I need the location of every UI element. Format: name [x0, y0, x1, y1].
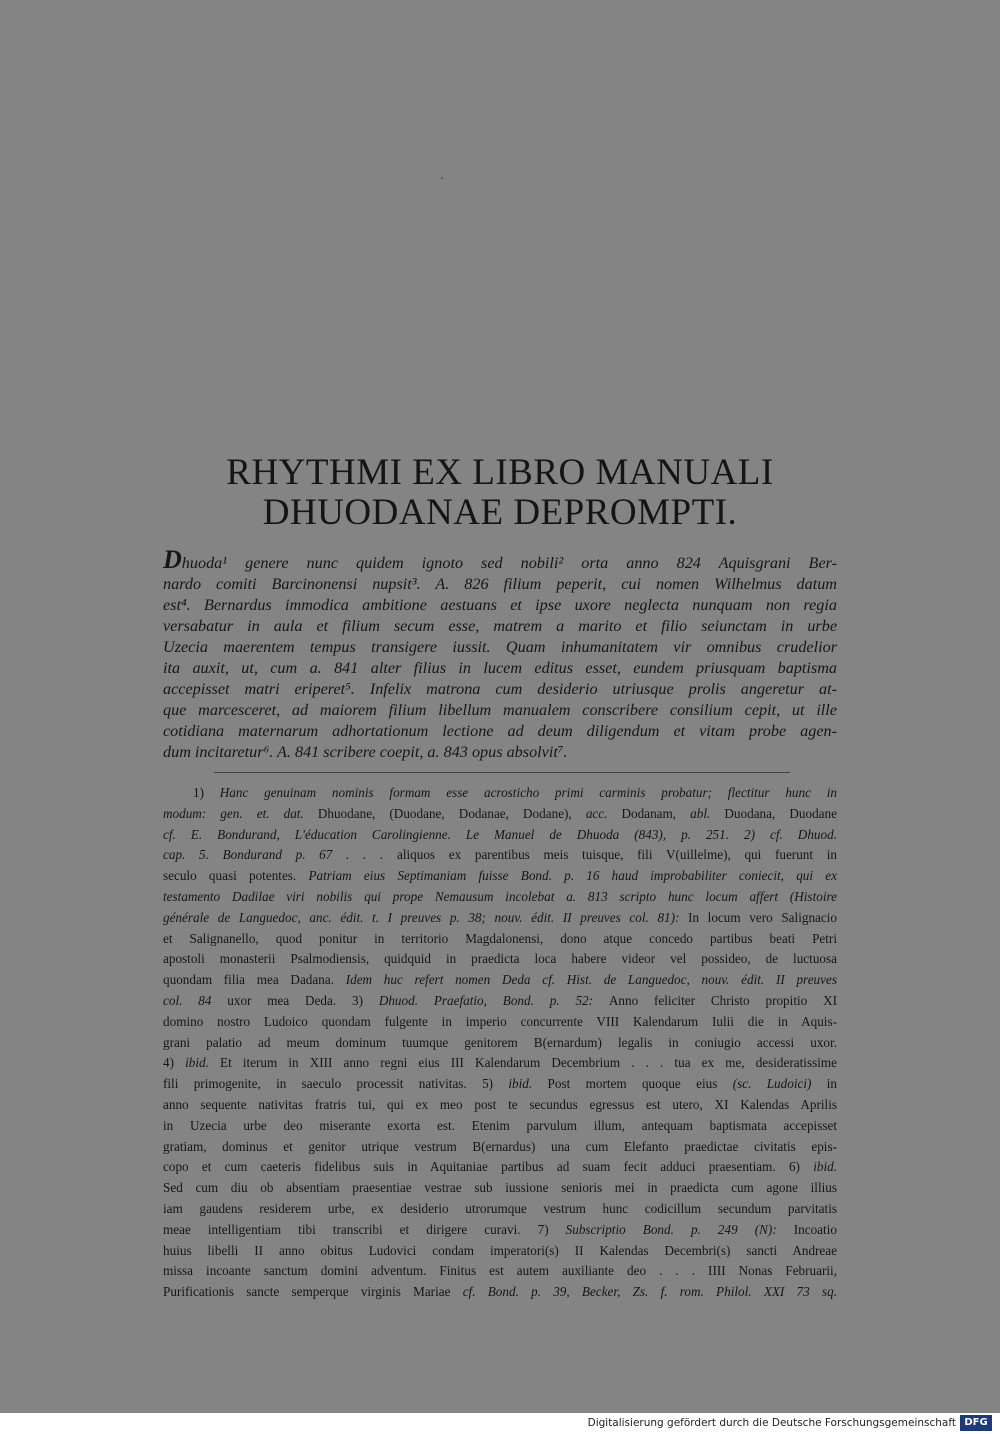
footnote-line [163, 929, 837, 950]
intro-line-text: ita auxit, ut, cum a. 841 alter filius in lucem editus esset, eundem priusquam baptisma [163, 659, 837, 677]
intro-line [163, 742, 837, 763]
intro-line [163, 679, 837, 700]
footnote-segment: Dhuod. Praefatio, Bond. p. 52: [378, 992, 609, 1008]
intro-line [163, 637, 837, 658]
intro-line-text: huoda¹ genere nunc quidem ignoto sed nobili² orta anno 824 Aquisgrani Ber- [181, 554, 837, 572]
footnote-line [163, 825, 837, 846]
intro-line-text: versabatur in aula et filium secum esse, matrem a marito et filio seiunctam in urbe [163, 617, 837, 635]
footnote-line [163, 1116, 837, 1137]
footnote-segment: Patriam eius Septimaniam fuisse Bond. p. 16 haud improbabiliter coniecit, qui ex [308, 868, 837, 884]
footnote-line [163, 783, 837, 804]
intro-line [163, 700, 837, 721]
intro-line-text: dum incitaretur⁶. A. 841 scribere coepit, a. 843 opus absolvit⁷. [163, 743, 568, 761]
footnotes [163, 783, 837, 1303]
footnote-line [163, 1157, 837, 1178]
intro-line-text: cotidiana maternarum adhortationum lectione ad deum diligendum et vitam probe agen- [163, 722, 837, 740]
footnote-segment: aliquos ex parentibus meis tuisque, fili V(uillelme), qui fuerunt in [396, 847, 837, 863]
intro-line-text: est⁴. Bernardus immodica ambitione aestuans et ipse uxore neglecta nunquam non regia [163, 596, 837, 614]
footnote-segment: Idem huc refert nomen Deda cf. Hist. de Languedoc, nouv. édit. II preuves [345, 972, 837, 988]
footnote-segment: uxor mea Deda. 3) [227, 992, 379, 1008]
intro-line-text: Uzecia maerentem tempus transigere iussit. Quam inhumanitatem vir omnibus crudelior [163, 638, 837, 656]
footnote-line [163, 845, 837, 866]
footnote-segment: copo et cum caeteris fidelibus suis in Aquitaniae partibus ad suam fecit adduci praesentiam. 6) [163, 1159, 814, 1175]
footnote-segment: domino nostro Ludoico quondam fulgente in imperio concurrente VIII Kalendarum Iulii die in Aquis- [163, 1013, 837, 1029]
footnote-line [163, 991, 837, 1012]
intro-line-text: nardo comiti Barcinonensi nupsit³. A. 826 filium peperit, cui nomen Wilhelmus datum [163, 575, 837, 593]
footnote-segment: Incoatio [793, 1221, 837, 1237]
intro-line [163, 616, 837, 637]
footnote-segment: in [826, 1076, 838, 1092]
footnote-segment: cf. Bond. p. 39, Becker, Zs. f. rom. Philol. XXI 73 sq. [462, 1284, 837, 1300]
footnote-segment: Dhuodane, (Duodane, Dodanae, Dodane), [317, 805, 586, 821]
footnote-segment: quondam filia mea Dadana. [163, 972, 346, 988]
footnote-segment: seculo quasi potentes. [163, 868, 309, 884]
intro-line [163, 547, 837, 574]
footnote-line [163, 1199, 837, 1220]
footnote-segment: générale de Languedoc, anc. édit. t. I preuves p. 38; nouv. édit. II preuves col. 81): [163, 909, 689, 925]
footnote-line [163, 1137, 837, 1158]
intro-line [163, 574, 837, 595]
footnote-line [163, 887, 837, 908]
footnote-line [163, 1241, 837, 1262]
footnote-segment: 1) [193, 785, 220, 800]
footnote-segment: Duodana, Duodane [724, 805, 837, 821]
footnote-line [163, 866, 837, 887]
footnote-segment: testamento Dadilae viri nobilis qui prope Nemausum incolebat a. 813 scripto hunc locum affert (Histoire [163, 888, 837, 904]
footnote-segment: apostoli monasterii Psalmodiensis, quidquid in praedicta loca habere videor vel possideo, de luctuosa [163, 951, 837, 967]
footer-credit: Digitalisierung gefördert durch die Deutsche Forschungsgemeinschaft [587, 1417, 956, 1429]
title-line-1: RHYTHMI EX LIBRO MANUALI [226, 452, 774, 493]
intro-line-text: que marcesceret, ad maiorem filium libellum manualem conscribere consilium cepit, ut ille [163, 701, 837, 719]
title-line-2: DHUODANAE DEPROMPTI. [262, 492, 738, 533]
footnote-segment: (sc. Ludoici) [732, 1076, 827, 1092]
footnote-line [163, 908, 837, 929]
footnote-segment: et Salignanello, quod ponitur in territorio Magdalonensi, dono atque concedo partibus beati Petri [163, 930, 837, 946]
footnote-line [163, 1053, 837, 1074]
footnote-segment: fili primogenite, in saeculo processit nativitas. 5) [163, 1076, 509, 1092]
footnote-line [163, 1261, 837, 1282]
footnote-segment: in Uzecia urbe deo miserante exorta est. Etenim parvulum illum, antequam baptismata accepisset [163, 1117, 837, 1133]
footnote-segment: iam gaudens residerem urbe, ex desiderio utrorumque vestrum hunc codicillum secundum parvitatis [163, 1200, 837, 1216]
footnote-segment: Subscriptio Bond. p. 249 (N): [565, 1221, 794, 1237]
footnote-rule [214, 772, 790, 773]
footnote-segment: Sed cum diu ob absentiam praesentiae vestrae sub iussione senioris mei in praedicta cum agone illius [163, 1180, 837, 1196]
footnote-segment: acc. [585, 805, 622, 821]
footnote-segment: abl. [690, 805, 725, 821]
footnote-segment: missa incoante sanctum domini adventum. Finitus est autem auxiliante deo . . . IIII Nonas Februarii, [163, 1263, 837, 1279]
footnote-line [163, 1012, 837, 1033]
footnote-segment: cap. 5. Bondurand p. 67 . . . [163, 847, 397, 863]
footnote-segment: Hanc genuinam nominis formam esse acrosticho primi carminis probatur; flectitur hunc in [219, 785, 837, 800]
intro-line [163, 595, 837, 616]
footnote-line [163, 1033, 837, 1054]
footnote-segment: Et iterum in XIII anno regni eius III Kalendarum Decembrium . . . tua ex me, desideratissime [220, 1055, 837, 1071]
footnote-segment: meae intelligentiam tibi transcribi et dirigere curavi. 7) [163, 1221, 566, 1237]
footnote-segment: grani palatio ad meum dominum tuumque genitorem B(ernardum) legalis in coniugio accessi uxor. [163, 1034, 837, 1050]
footnote-line [163, 1095, 837, 1116]
intro-line [163, 658, 837, 679]
footnote-segment: Anno feliciter Christo propitio XI [608, 992, 837, 1008]
intro-paragraph [163, 547, 837, 763]
footnote-line [163, 1074, 837, 1095]
footnote-line [163, 949, 837, 970]
footnote-segment: Post mortem quoque eius [547, 1076, 733, 1092]
footnote-segment: Dodanam, [621, 805, 691, 821]
footnote-line [163, 970, 837, 991]
intro-line [163, 721, 837, 742]
footnote-line [163, 804, 837, 825]
page-speck [441, 177, 443, 179]
footnote-segment: ibid. [813, 1159, 837, 1175]
footnote-segment: In locum vero Salignacio [688, 909, 838, 925]
footnote-line [163, 1178, 837, 1199]
footnote-segment: col. 84 [163, 992, 228, 1008]
footnote-segment: cf. E. Bondurand, L'éducation Carolingienne. Le Manuel de Dhuoda (843), p. 251. 2) cf. Dhuod. [163, 826, 837, 842]
footnote-line [163, 1282, 837, 1303]
footnote-segment: gratiam, dominus et genitor utrique vestrum B(ernardus) una cum Elefanto praedictae civitatis epis- [163, 1138, 837, 1154]
footnote-segment: Purificationis sancte semperque virginis Mariae [163, 1284, 463, 1300]
dropcap: D [163, 545, 182, 574]
footnote-segment: ibid. [185, 1055, 221, 1071]
footnote-line [163, 1220, 837, 1241]
footnote-segment: modum: gen. et. dat. [163, 805, 318, 821]
footnote-segment: anno sequente nativitas fratris tui, qui ex meo post te secundus egressus est utero, XI Kalendas Aprilis [163, 1096, 837, 1112]
footnote-segment: 4) [163, 1055, 186, 1071]
footnote-segment: ibid. [508, 1076, 548, 1092]
intro-line-text: accepisset matri eriperet⁵. Infelix matrona cum desiderio utriusque prolis angeretur at- [163, 680, 837, 698]
dfg-logo: DFG [960, 1415, 992, 1431]
footnote-segment: huius libelli II anno obitus Ludovici condam imperatori(s) II Kalendas Decembri(s) sancti Andreae [163, 1242, 837, 1258]
